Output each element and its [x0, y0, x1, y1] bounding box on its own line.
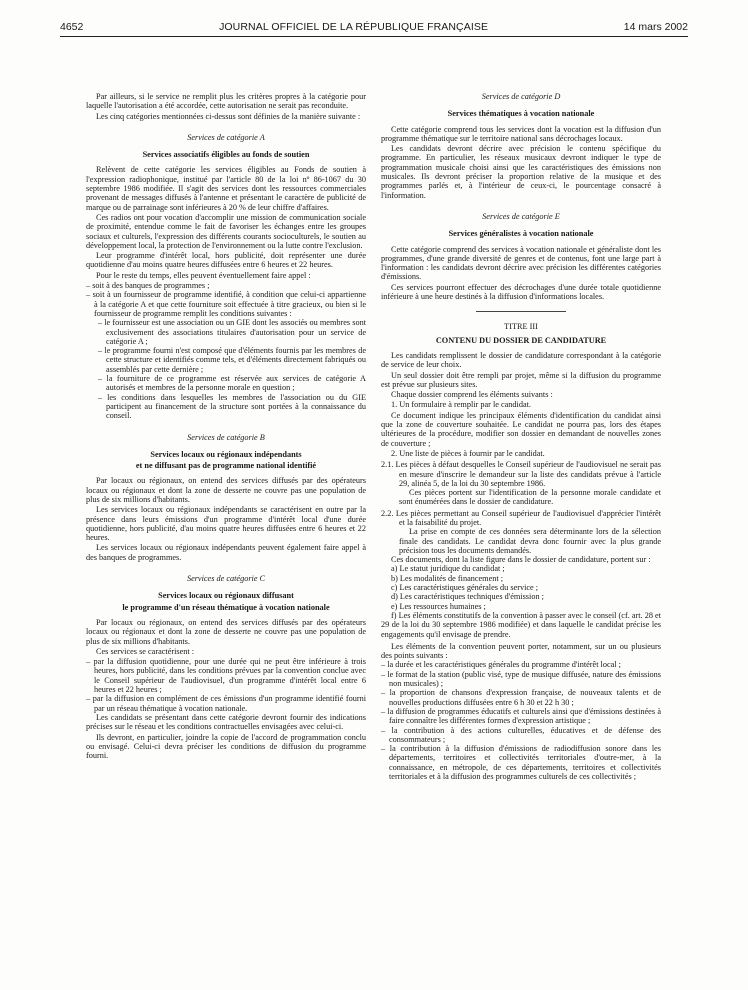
list-item: – par la diffusion quotidienne, pour une durée qui ne peut être inférieure à trois heures, hors publicité, dans les conditions prévues par la convention conclue avec le Conseil supérieur de l'audiovisuel, d'un programme d'intérêt local entre 6 heures et 22 heures ; — [86, 657, 366, 695]
paragraph: Par locaux ou régionaux, on entend des services diffusés par des opérateurs locaux ou régionaux et dont la zone de desserte ne couvre pas une population de plus de six millions d'habitants. — [86, 617, 366, 646]
paragraph: 2. Une liste de pièces à fournir par le candidat. — [391, 448, 545, 458]
list-item: – la contribution à la diffusion d'émissions de radiodiffusion sonore dans les départements, territoires et collectivités territoriales d'outre-mer, à la connaissance, en métropole, de ces départements, territoires et collectivités territoriales et à la diffusion des programmes culturels de ces collectivités ; — [381, 744, 661, 781]
section-heading: Services thématiques à vocation nationale — [447, 109, 595, 119]
category-label: Services de catégorie B — [187, 432, 265, 442]
lettered-item: b) Les modalités de financement ; — [391, 573, 504, 583]
paragraph: Ces services se caractérisent : — [96, 646, 195, 656]
category-label: Services de catégorie C — [186, 574, 266, 584]
lettered-item: e) Les ressources humaines ; — [391, 601, 486, 611]
section-heading: le programme d'un réseau thématique à vocation nationale — [122, 602, 330, 612]
paragraph: Cette catégorie comprend des services à vocation nationale et généraliste dont les programmes, d'une grande diversité de genres et de contenus, font une large part à l'information : les candidats devront décrire avec précision les différentes catégories d'émissions. — [381, 244, 661, 282]
paragraph: Chaque dossier comprend les éléments suivants : — [391, 390, 553, 400]
section-heading: et ne diffusant pas de programme national identifié — [135, 461, 317, 471]
paragraph: Les services locaux ou régionaux indépendants peuvent également faire appel à des banques de programmes. — [86, 543, 366, 562]
list-item: – la diffusion de programmes éducatifs et culturels ainsi que d'émissions destinées à faire connaître les différentes formes d'expression artistique ; — [381, 706, 661, 726]
category-label: Services de catégorie A — [187, 132, 265, 142]
paragraph: Ils devront, en particulier, joindre la copie de l'accord de programmation conclu ou envisagé. Celui-ci devra préciser les conditions de diffusion du programme fourni. — [86, 732, 366, 761]
list-item: – par la diffusion en complément de ces émissions d'un programme identifié fourni par un réseau thématique à vocation nationale. — [86, 694, 366, 713]
paragraph: Les candidats devront décrire avec précision le contenu spécifique du programme. En particulier, les réseaux musicaux devront indiquer le type de programmation musicale choisi ainsi que les caractéristiques des émissions non musicales. Ils devront préciser la proportion relative de la musique et des programmes parlés et, à l'intérieur de ceux-ci, le pourcentage consacré à l'information. — [381, 144, 661, 200]
paragraph: Les cinq catégories mentionnées ci-dessus sont définies de la manière suivante : — [96, 111, 361, 121]
page-number: 4652 — [60, 21, 84, 33]
sub-list-item: – le fournisseur est une association ou un GIE dont les associés ou membres sont exclusivement des associations titulaires d'autorisation pour un service de catégorie A ; — [98, 318, 366, 346]
list-item: – la proportion de chansons d'expression française, de nouveaux talents et de nouvelles productions diffusées entre 6 h 30 et 22 h 30 ; — [381, 688, 661, 707]
numbered-item: 2.1. Les pièces à défaut desquelles le Conseil supérieur de l'audiovisuel ne serait pas en mesure d'inscrire le demandeur sur la liste des candidats prévue à l'article 29, alinéa 5, de la loi du 30 septembre 1986. — [381, 460, 661, 488]
paragraph: Par ailleurs, si le service ne remplit plus les critères propres à la catégorie pour laquelle l'autorisation a été accordée, cette autorisation ne serait pas reconduite. — [86, 92, 366, 111]
lettered-item: a) Le statut juridique du candidat ; — [391, 564, 505, 574]
section-heading: Services généralistes à vocation nationale — [448, 229, 594, 239]
paragraph: Ce document indique les principaux éléments d'identification du candidat ainsi que la zone de couverture souhaitée. Le candidat ne pourra pas, lors des étapes ultérieures de la procédure, modifier son dossier en demandant de nouvelles zones de couverture ; — [381, 410, 661, 448]
paragraph: Les candidats remplissent le dossier de candidature correspondant à la catégorie de service de leur choix. — [381, 350, 661, 370]
sub-list-item: – le programme fourni n'est composé que d'éléments fournis par les membres de cette structure et identifiés comme tels, et d'éléments directement fabriqués ou assemblés par cette dernière ; — [98, 346, 366, 374]
title-label: TITRE III — [504, 322, 538, 332]
paragraph: Leur programme d'intérêt local, hors publicité, doit représenter une durée quotidienne d'au moins quatre heures diffusées entre 6 heures et 22 heures. — [86, 251, 366, 270]
paragraph: 1. Un formulaire à remplir par le candidat. — [391, 400, 531, 410]
list-item: – la contribution à des actions culturelles, éducatives et de défense des consommateurs ; — [381, 725, 661, 744]
list-item: – soit à des banques de programmes ; — [86, 281, 210, 291]
page-header — [60, 18, 688, 37]
category-label: Services de catégorie E — [482, 211, 560, 221]
category-label: Services de catégorie D — [481, 92, 561, 101]
sub-list-item: – la fourniture de ce programme est réservée aux services de catégorie A autorisés et membres de la personne morale en question ; — [98, 374, 366, 393]
list-item: – le format de la station (public visé, type de musique diffusée, nature des émissions non musicales) ; — [381, 669, 661, 689]
paragraph: Cette catégorie comprend tous les services dont la vocation est la diffusion d'un programme thématique sur le territoire national sans décrochages locaux. — [381, 124, 661, 143]
section-heading: Services associatifs éligibles au fonds de soutien — [142, 150, 310, 160]
list-item: – la durée et les caractéristiques générales du programme d'intérêt local ; — [381, 660, 621, 670]
lettered-item: c) Les caractéristiques générales du service ; — [391, 583, 539, 593]
paragraph: Les éléments de la convention peuvent porter, notamment, sur un ou plusieurs des points suivants : — [381, 641, 661, 661]
paragraph: La prise en compte de ces données sera déterminante lors de la sélection finale des candidats. Le candidat devra donc fournir avec la plus grande précision tous les documents demandés. — [399, 527, 661, 555]
paragraph: Ces documents, dont la liste figure dans le dossier de candidature, portent sur : — [391, 555, 651, 565]
journal-title: JOURNAL OFFICIEL DE LA RÉPUBLIQUE FRANÇAISE — [219, 21, 489, 33]
right-column — [381, 92, 661, 781]
sub-list-item: – les conditions dans lesquelles les membres de l'association ou du GIE participent au financement de la structure sont portées à la connaissance du conseil. — [98, 392, 366, 421]
numbered-item: 2.2. Les pièces permettant au Conseil supérieur de l'audiovisuel d'apprécier l'intérêt et la faisabilité du projet. — [381, 508, 661, 527]
paragraph: Ces pièces portent sur l'identification de la personne morale candidate et sont énumérées dans le dossier de candidature. — [399, 488, 661, 507]
paragraph: Pour le reste du temps, elles peuvent éventuellement faire appel : — [96, 270, 311, 280]
section-divider — [476, 311, 566, 312]
section-heading: Services locaux ou régionaux diffusant — [158, 591, 294, 601]
paragraph: Relèvent de cette catégorie les services éligibles au Fonds de soutien à l'expression radiophonique, institué par l'article 80 de la loi nº 86-1067 du 30 septembre 1986 modifiée. Il s'agit des services dont les ressources commerciales provenant de messages diffusés à l'antenne et présentant le caractère de publicité de marque ou de parrainage sont inférieures à 20 % de leur chiffre d'affaires. — [86, 165, 366, 212]
lettered-item: d) Les caractéristiques techniques d'émission ; — [391, 592, 544, 602]
list-item: – soit à un fournisseur de programme identifié, à condition que celui-ci appartienne à la catégorie A et que cette fourniture soit effectuée à titre gracieux, ou bien si le fournisseur de programme remplit les conditions suivantes : — [86, 290, 366, 318]
paragraph: Les services locaux ou régionaux indépendants se caractérisent en outre par la présence dans leurs émissions d'un programme d'intérêt local d'une durée quotidienne, hors publicité, d'au moins quatre heures diffusées entre 6 heures et 22 heures. — [86, 505, 366, 543]
paragraph: Ces radios ont pour vocation d'accomplir une mission de communication sociale de proximité, entendue comme le fait de favoriser les échanges entre les groupes sociaux et culturels, l'expression des différents courants socioculturels, le soutien au développement local, la protection de l'environnement ou la lutte contre l'exclusion. — [86, 212, 366, 250]
publication-date: 14 mars 2002 — [623, 21, 688, 33]
left-column — [86, 92, 366, 761]
section-heading: CONTENU DU DOSSIER DE CANDIDATURE — [435, 335, 607, 345]
section-heading: Services locaux ou régionaux indépendants — [150, 449, 302, 459]
paragraph: Par locaux ou régionaux, on entend des services diffusés par des opérateurs locaux ou régionaux et dont la zone de desserte ne couvre pas une population de plus de six millions d'habitants. — [86, 476, 366, 504]
paragraph: Les candidats se présentant dans cette catégorie devront fournir des indications précises sur le réseau et les conditions contractuelles envisagées avec celui-ci. — [86, 712, 366, 732]
paragraph: Un seul dossier doit être rempli par projet, même si la diffusion du programme est prévue sur plusieurs sites. — [381, 370, 661, 389]
paragraph: Ces services pourront effectuer des décrochages d'une durée totale quotidienne inférieure à une heure destinés à la diffusion d'informations locales. — [381, 282, 661, 302]
lettered-item: f) Les éléments constitutifs de la convention à passer avec le conseil (cf. art. 28 et 29 de la loi du 30 septembre 1986 modifiée) et dans laquelle le candidat précise les engagements qu'il envisage de prendre. — [381, 610, 661, 639]
